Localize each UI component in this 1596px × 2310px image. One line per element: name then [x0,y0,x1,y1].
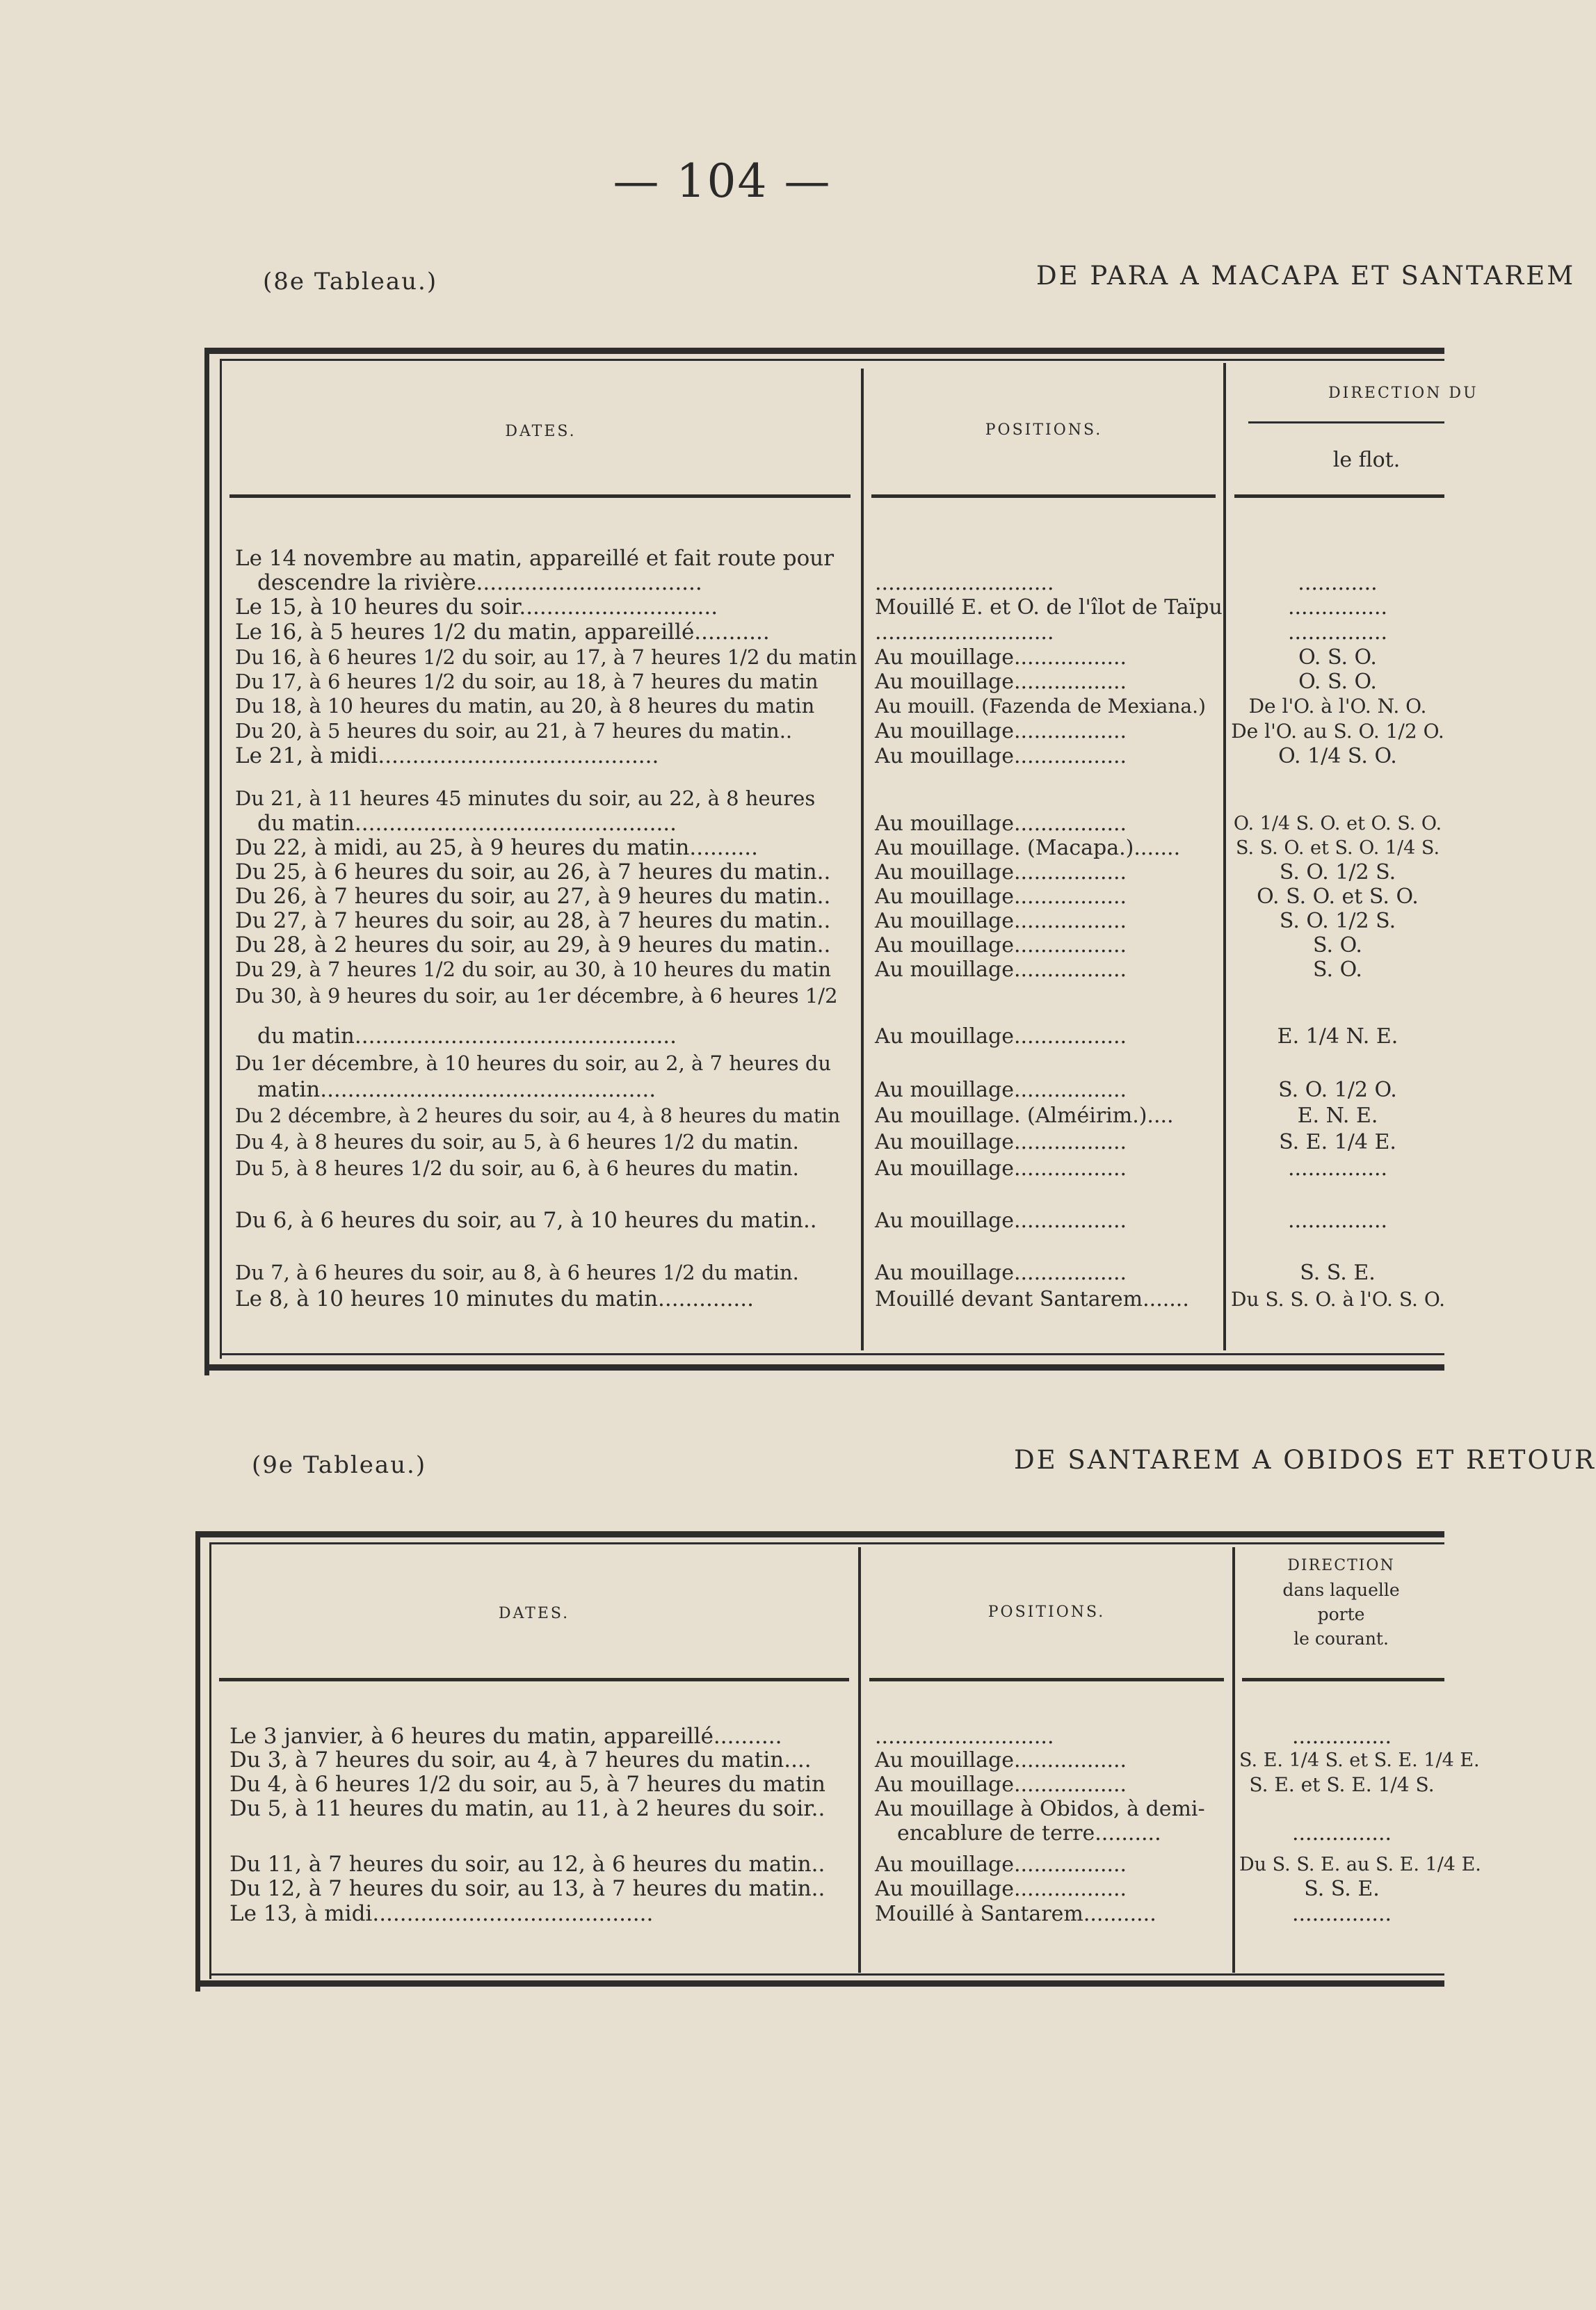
position-cell: Au mouillage. (Macapa.)....... [875,836,1181,860]
position-cell: encablure de terre.......... [897,1821,1161,1845]
date-cell: Du 5, à 8 heures 1/2 du soir, au 6, à 6 heures du matin. [235,1156,799,1180]
direction-line-1: DIRECTION [1287,1557,1395,1574]
direction-cell: O. S. O. et S. O. [1257,885,1419,909]
date-cell: Le 15, à 10 heures du soir............................. [235,595,718,620]
direction-cell: S. O. [1313,933,1362,958]
direction-cell: ............... [1291,1902,1392,1926]
direction-cell: ............... [1287,620,1388,645]
position-cell: Au mouillage................. [875,1130,1127,1154]
date-cell: Du 29, à 7 heures 1/2 du soir, au 30, à 10 heures du matin [235,958,832,981]
direction-cell: ............... [1287,595,1388,620]
direction-line-3: porte [1317,1604,1365,1624]
direction-cell: S. O. [1313,958,1362,982]
direction-cell: S. O. 1/2 S. [1279,909,1396,933]
position-cell: Au mouill. (Fazenda de Mexiana.) [875,695,1206,718]
direction-line-4: le courant. [1293,1629,1389,1649]
position-cell: Au mouillage................. [875,909,1127,933]
direction-cell: De l'O. à l'O. N. O. [1248,695,1427,718]
date-cell: Du 12, à 7 heures du soir, au 13, à 7 heures du matin.. [229,1876,825,1901]
table8-header-direction: DIRECTION DU [1328,385,1478,402]
position-cell: Au mouillage................. [875,645,1127,670]
position-cell: Au mouillage................. [875,1261,1127,1285]
direction-cell: S. E. et S. E. 1/4 S. [1249,1773,1435,1796]
position-cell: Au mouillage................. [875,670,1127,694]
position-cell: Au mouillage................. [875,860,1127,885]
direction-cell: S. S. E. [1304,1877,1380,1901]
direction-cell: ............... [1287,1156,1388,1181]
date-cell: Du 28, à 2 heures du soir, au 29, à 9 heures du matin.. [235,932,831,958]
direction-cell: ............... [1291,1821,1392,1845]
position-cell: Mouillé devant Santarem....... [875,1287,1189,1311]
date-cell: Du 4, à 6 heures 1/2 du soir, au 5, à 7 heures du matin [229,1772,825,1797]
direction-cell: S. S. O. et S. O. 1/4 S. [1235,837,1440,859]
direction-cell: S. E. 1/4 E. [1279,1130,1396,1154]
direction-cell: S. E. 1/4 S. et S. E. 1/4 E. [1239,1750,1480,1771]
date-cell: Du 21, à 11 heures 45 minutes du soir, au 22, à 8 heures [235,786,816,810]
position-cell: ........................... [875,571,1054,595]
date-cell: Du 6, à 6 heures du soir, au 7, à 10 heures du matin.. [235,1208,817,1233]
position-cell: Au mouillage................. [875,1078,1127,1102]
position-cell: ........................... [875,1725,1054,1749]
table9-label: (9e Tableau.) [252,1451,427,1479]
position-cell: Au mouillage................. [875,1877,1127,1901]
direction-cell: De l'O. au S. O. 1/2 O. [1231,720,1444,743]
date-cell: Du 5, à 11 heures du matin, au 11, à 2 heures du soir.. [229,1796,825,1821]
date-cell: Du 27, à 7 heures du soir, au 28, à 7 heures du matin.. [235,908,831,933]
date-cell: Du 30, à 9 heures du soir, au 1er décembre, à 6 heures 1/2 [235,984,838,1008]
date-cell: du matin............................................... [257,811,677,836]
date-cell: Du 18, à 10 heures du matin, au 20, à 8 heures du matin [235,694,815,718]
date-cell: Du 16, à 6 heures 1/2 du soir, au 17, à 7 heures 1/2 du matin [235,645,857,669]
direction-line-2: dans laquelle [1282,1580,1400,1600]
direction-cell: S. O. 1/2 S. [1279,860,1396,885]
table8-header-direction-sub: le flot. [1332,448,1401,472]
direction-cell: Du S. S. E. au S. E. 1/4 E. [1239,1854,1481,1875]
date-cell: Du 17, à 6 heures 1/2 du soir, au 18, à 7 heures du matin [235,670,819,693]
date-cell: Le 16, à 5 heures 1/2 du matin, appareillé........... [235,620,770,645]
date-cell: matin................................................. [257,1077,656,1102]
position-cell: ........................... [875,620,1054,645]
date-cell: Du 26, à 7 heures du soir, au 27, à 9 heures du matin.. [235,884,831,909]
date-cell: Du 7, à 6 heures du soir, au 8, à 6 heures 1/2 du matin. [235,1261,799,1284]
position-cell: Mouillé E. et O. de l'îlot de Taïpu [875,595,1223,620]
direction-cell: O. 1/4 S. O. [1278,744,1397,768]
date-cell: Le 8, à 10 heures 10 minutes du matin.............. [235,1286,754,1311]
date-cell: Le 14 novembre au matin, appareillé et fait route pour [235,546,835,571]
date-cell: Le 3 janvier, à 6 heures du matin, appareillé.......... [229,1724,782,1749]
date-cell: descendre la rivière................................. [257,570,702,595]
position-cell: Au mouillage. (Alméirim.).... [875,1104,1174,1128]
date-cell: Du 4, à 8 heures du soir, au 5, à 6 heures 1/2 du matin. [235,1130,799,1154]
date-cell: Du 22, à midi, au 25, à 9 heures du matin.......... [235,835,758,860]
direction-cell: S. O. 1/2 O. [1278,1078,1397,1102]
date-cell: Du 1er décembre, à 10 heures du soir, au 2, à 7 heures du [235,1051,832,1075]
position-cell: Au mouillage................. [875,1748,1127,1772]
direction-cell: E. 1/4 N. E. [1277,1024,1398,1049]
position-cell: Au mouillage................. [875,719,1127,743]
direction-cell: Du S. S. O. à l'O. S. O. [1231,1288,1446,1311]
direction-cell: O. 1/4 S. O. et O. S. O. [1233,813,1442,834]
position-cell: Au mouillage................. [875,1852,1127,1877]
position-cell: Au mouillage................. [875,1209,1127,1233]
table8-header-dates: DATES. [505,423,577,440]
date-cell: Du 20, à 5 heures du soir, au 21, à 7 heures du matin.. [235,719,793,743]
direction-cell: O. S. O. [1298,645,1377,670]
table9-header-dates: DATES. [498,1605,570,1622]
position-cell: Mouillé à Santarem........... [875,1902,1156,1926]
date-cell: du matin............................................... [257,1024,677,1049]
position-cell: Au mouillage................. [875,933,1127,958]
position-cell: Au mouillage................. [875,1024,1127,1049]
table9-title: DE SANTAREM A OBIDOS ET RETOUR [1014,1445,1596,1475]
date-cell: Du 11, à 7 heures du soir, au 12, à 6 heures du matin.. [229,1852,825,1877]
page-number: — 104 — [613,154,832,208]
position-cell: Au mouillage à Obidos, à demi- [875,1797,1205,1821]
direction-cell: E. N. E. [1297,1104,1378,1128]
position-cell: Au mouillage................. [875,1156,1127,1181]
table9-header-positions: POSITIONS. [988,1604,1106,1621]
date-cell: Du 3, à 7 heures du soir, au 4, à 7 heures du matin.... [229,1747,812,1772]
date-cell: Du 2 décembre, à 2 heures du soir, au 4, à 8 heures du matin [235,1104,841,1127]
date-cell: Le 13, à midi......................................... [229,1901,654,1926]
direction-cell: ............... [1291,1725,1392,1749]
direction-cell: ............ [1298,571,1378,595]
table8-header-positions: POSITIONS. [985,421,1103,439]
table8-label: (8e Tableau.) [263,268,438,296]
direction-cell: S. S. E. [1300,1261,1376,1285]
table8-title: DE PARA A MACAPA ET SANTAREM [1036,261,1576,291]
direction-cell: ............... [1287,1209,1388,1233]
direction-cell: O. S. O. [1298,670,1377,694]
date-cell: Du 25, à 6 heures du soir, au 26, à 7 heures du matin.. [235,859,831,885]
table9-header-direction [1238,1553,1444,1651]
position-cell: Au mouillage................. [875,958,1127,982]
position-cell: Au mouillage................. [875,744,1127,768]
date-cell: Le 21, à midi......................................... [235,743,659,768]
position-cell: Au mouillage................. [875,885,1127,909]
position-cell: Au mouillage................. [875,811,1127,836]
position-cell: Au mouillage................. [875,1772,1127,1797]
